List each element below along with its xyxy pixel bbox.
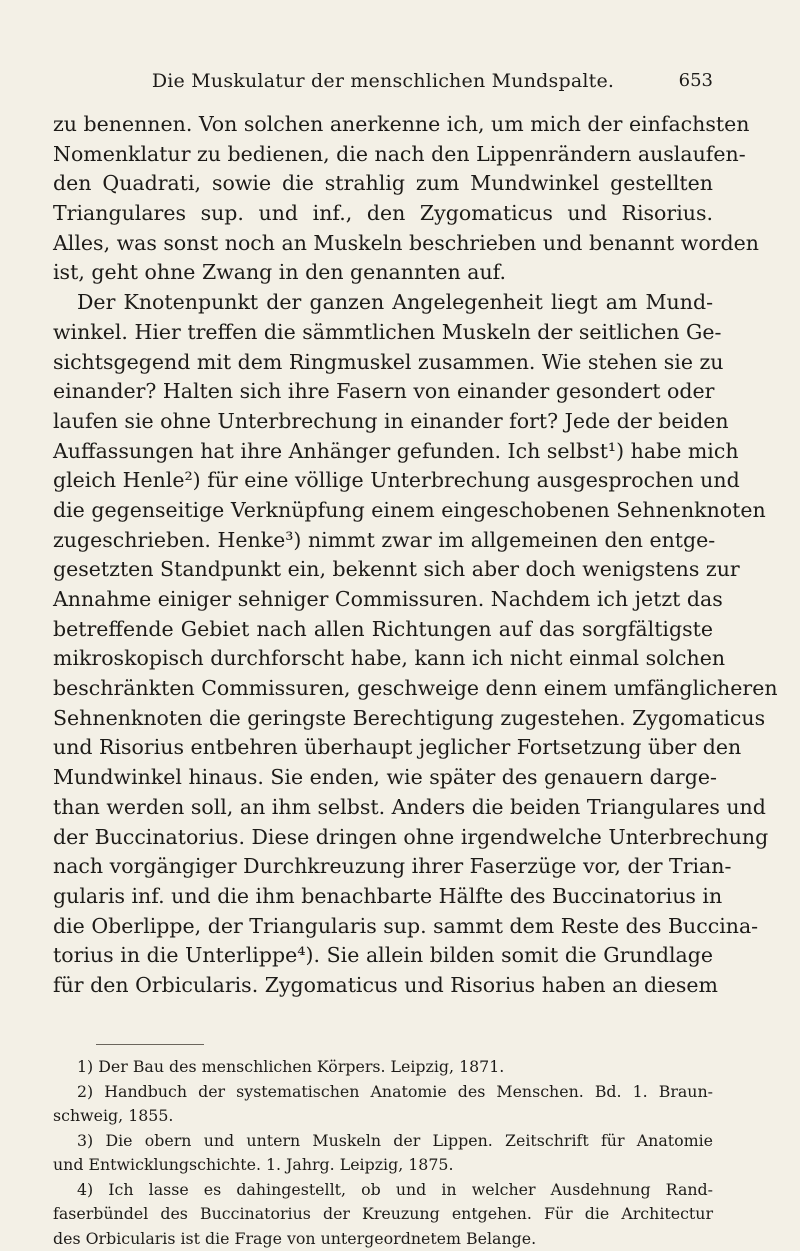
text-line: betreffende Gebiet nach allen Richtungen auf das sorgfältigste (53, 615, 713, 645)
text-line: die Oberlippe, der Triangularis sup. sammt dem Reste des Buccina- (53, 912, 713, 942)
text-line: laufen sie ohne Unterbrechung in einander fort? Jede der beiden (53, 407, 713, 437)
text-line: Annahme einiger sehniger Commissuren. Nachdem ich jetzt das (53, 585, 713, 615)
text-line: und Risorius entbehren überhaupt jeglicher Fortsetzung über den (53, 733, 713, 763)
footnote-line: faserbündel des Buccinatorius der Kreuzung entgehen. Für die Architectur (53, 1202, 713, 1227)
text-line: gesetzten Standpunkt ein, bekennt sich aber doch wenigstens zur (53, 555, 713, 585)
text-line: than werden soll, an ihm selbst. Anders die beiden Triangulares und (53, 793, 713, 823)
running-title: Die Muskulatur der menschlichen Mundspalte. (53, 70, 713, 92)
text-line: gularis inf. und die ihm benachbarte Hälfte des Buccinatorius in (53, 882, 713, 912)
text-line: der Buccinatorius. Diese dringen ohne irgendwelche Unterbrechung (53, 823, 713, 853)
page-number: 653 (679, 70, 713, 91)
footnote-line: schweig, 1855. (53, 1104, 713, 1129)
footnote-line: 1) Der Bau des menschlichen Körpers. Leipzig, 1871. (53, 1055, 713, 1080)
text-line: Mundwinkel hinaus. Sie enden, wie später des genauern darge- (53, 763, 713, 793)
text-line: mikroskopisch durchforscht habe, kann ich nicht einmal solchen (53, 644, 713, 674)
text-line: zugeschrieben. Henke³) nimmt zwar im allgemeinen den entge- (53, 526, 713, 556)
text-line: winkel. Hier treffen die sämmtlichen Muskeln der seitlichen Ge- (53, 318, 713, 348)
text-line: Alles, was sonst noch an Muskeln beschrieben und benannt worden (53, 229, 713, 259)
text-line: torius in die Unterlippe⁴). Sie allein bilden somit die Grundlage (53, 941, 713, 971)
text-line: sichtsgegend mit dem Ringmuskel zusammen. Wie stehen sie zu (53, 348, 713, 378)
text-line: die gegenseitige Verknüpfung einem eingeschobenen Sehnenknoten (53, 496, 713, 526)
page-header (53, 70, 713, 100)
footnote-line: 3) Die obern und untern Muskeln der Lippen. Zeitschrift für Anatomie (53, 1129, 713, 1154)
text-line: Sehnenknoten die geringste Berechtigung zugestehen. Zygomaticus (53, 704, 713, 734)
text-line: zu benennen. Von solchen anerkenne ich, um mich der einfachsten (53, 110, 713, 140)
text-line: gleich Henle²) für eine völlige Unterbrechung ausgesprochen und (53, 466, 713, 496)
text-line: Auffassungen hat ihre Anhänger gefunden. Ich selbst¹) habe mich (53, 437, 713, 467)
body-text (53, 110, 713, 1001)
footnote-line: 2) Handbuch der systematischen Anatomie des Menschen. Bd. 1. Braun- (53, 1080, 713, 1105)
text-line: für den Orbicularis. Zygomaticus und Risorius haben an diesem (53, 971, 713, 1001)
footnote-divider (96, 1044, 204, 1045)
footnote-line: 4) Ich lasse es dahingestellt, ob und in welcher Ausdehnung Rand- (53, 1178, 713, 1203)
footnotes (53, 1055, 713, 1251)
text-line: ist, geht ohne Zwang in den genannten auf. (53, 258, 713, 288)
text-line: Der Knotenpunkt der ganzen Angelegenheit liegt am Mund- (53, 288, 713, 318)
text-line: Nomenklatur zu bedienen, die nach den Lippenrändern auslaufen- (53, 140, 713, 170)
footnote-line: des Orbicularis ist die Frage von untergeordnetem Belange. (53, 1227, 713, 1251)
text-line: einander? Halten sich ihre Fasern von einander gesondert oder (53, 377, 713, 407)
text-line: Triangulares sup. und inf., den Zygomaticus und Risorius. (53, 199, 713, 229)
footnote-line: und Entwicklungschichte. 1. Jahrg. Leipzig, 1875. (53, 1153, 713, 1178)
text-line: den Quadrati, sowie die strahlig zum Mundwinkel gestellten (53, 169, 713, 199)
text-line: beschränkten Commissuren, geschweige denn einem umfänglicheren (53, 674, 713, 704)
text-line: nach vorgängiger Durchkreuzung ihrer Faserzüge vor, der Trian- (53, 852, 713, 882)
